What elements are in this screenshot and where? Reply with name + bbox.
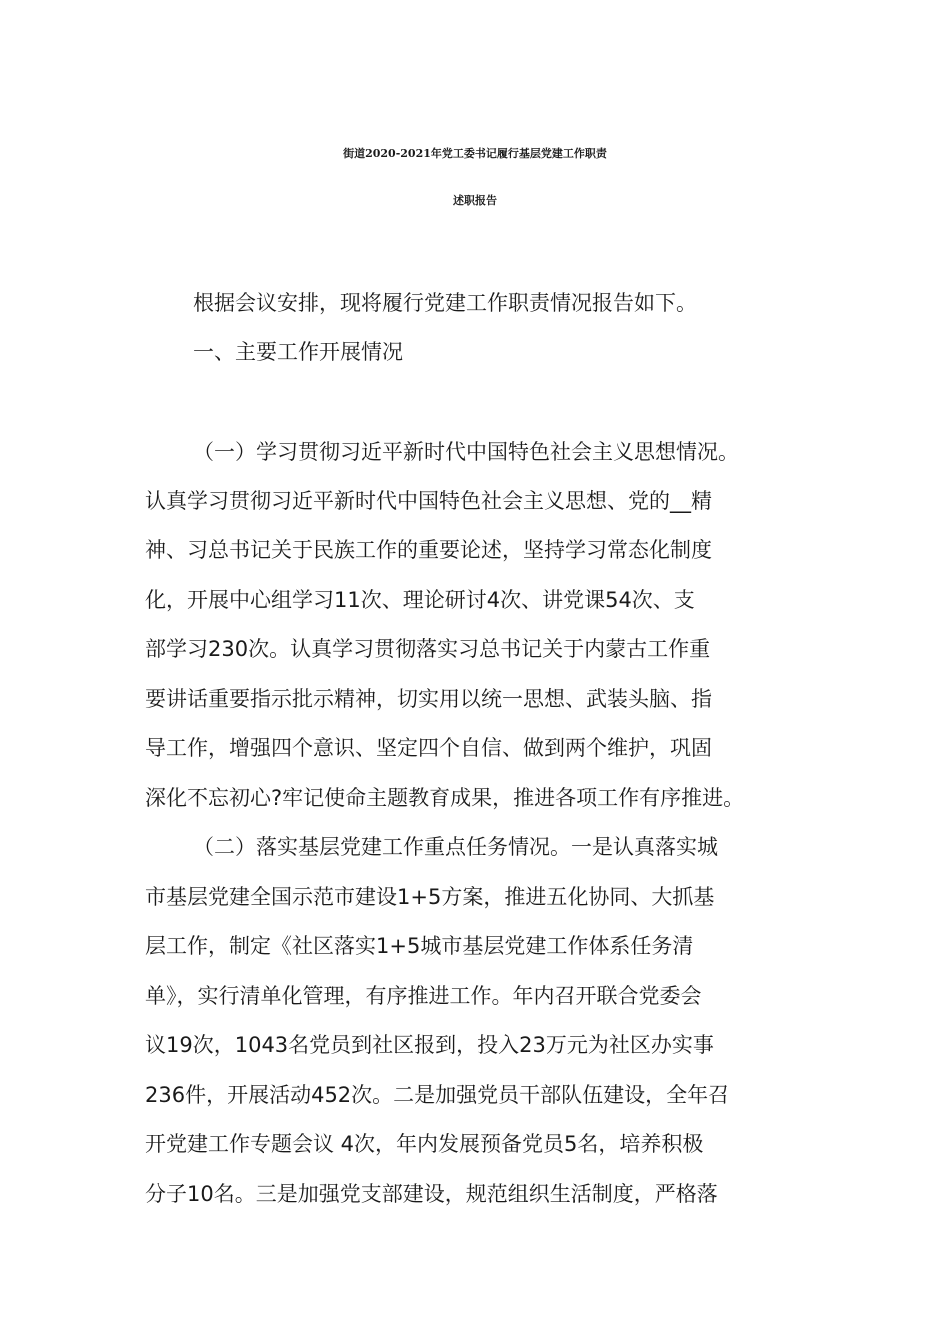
para2-line: 开党建工作专题会议 4次，年内发展预备党员5名，培养积极 <box>145 1132 704 1156</box>
para1-line: 认真学习贯彻习近平新时代中国特色社会主义思想、党的__精 <box>145 489 712 513</box>
para2-line: 分子10名。三是加强党支部建设，规范组织生活制度，严格落 <box>145 1182 718 1206</box>
para2-line: （二）落实基层党建工作重点任务情况。一是认真落实城 <box>193 835 718 859</box>
para2-line: 市基层党建全国示范市建设1+5方案，推进五化协同、大抓基 <box>145 885 715 909</box>
para1-line: 部学习230次。认真学习贯彻落实习总书记关于内蒙古工作重 <box>145 637 711 661</box>
para2-line: 层工作，制定《社区落实1+5城市基层党建工作体系任务清 <box>145 934 694 958</box>
section-heading-1: 一、主要工作开展情况 <box>193 340 403 364</box>
para2-line: 单》，实行清单化管理，有序推进工作。年内召开联合党委会 <box>145 984 702 1008</box>
para1-line: 导工作，增强四个意识、坚定四个自信、做到两个维护，巩固 <box>145 736 712 760</box>
para1-line: 化，开展中心组学习11次、理论研讨4次、讲党课54次、支 <box>145 588 695 612</box>
para2-line: 236件，开展活动452次。二是加强党员干部队伍建设，全年召 <box>145 1083 730 1107</box>
para1-line: 神、习总书记关于民族工作的重要论述，坚持学习常态化制度 <box>145 538 712 562</box>
para1-line: 深化不忘初心?牢记使命主题教育成果，推进各项工作有序推进。 <box>145 786 745 810</box>
para2-line: 议19次，1043名党员到社区报到，投入23万元为社区办实事 <box>145 1033 714 1057</box>
document-title-line-1: 街道2020-2021年党工委书记履行基层党建工作职责 <box>343 147 607 160</box>
para1-line: （一）学习贯彻习近平新时代中国特色社会主义思想情况。 <box>193 440 739 464</box>
para1-line: 要讲话重要指示批示精神，切实用以统一思想、武装头脑、指 <box>145 687 712 711</box>
intro-paragraph: 根据会议安排，现将履行党建工作职责情况报告如下。 <box>193 291 697 315</box>
document-title-line-2: 述职报告 <box>453 194 497 207</box>
